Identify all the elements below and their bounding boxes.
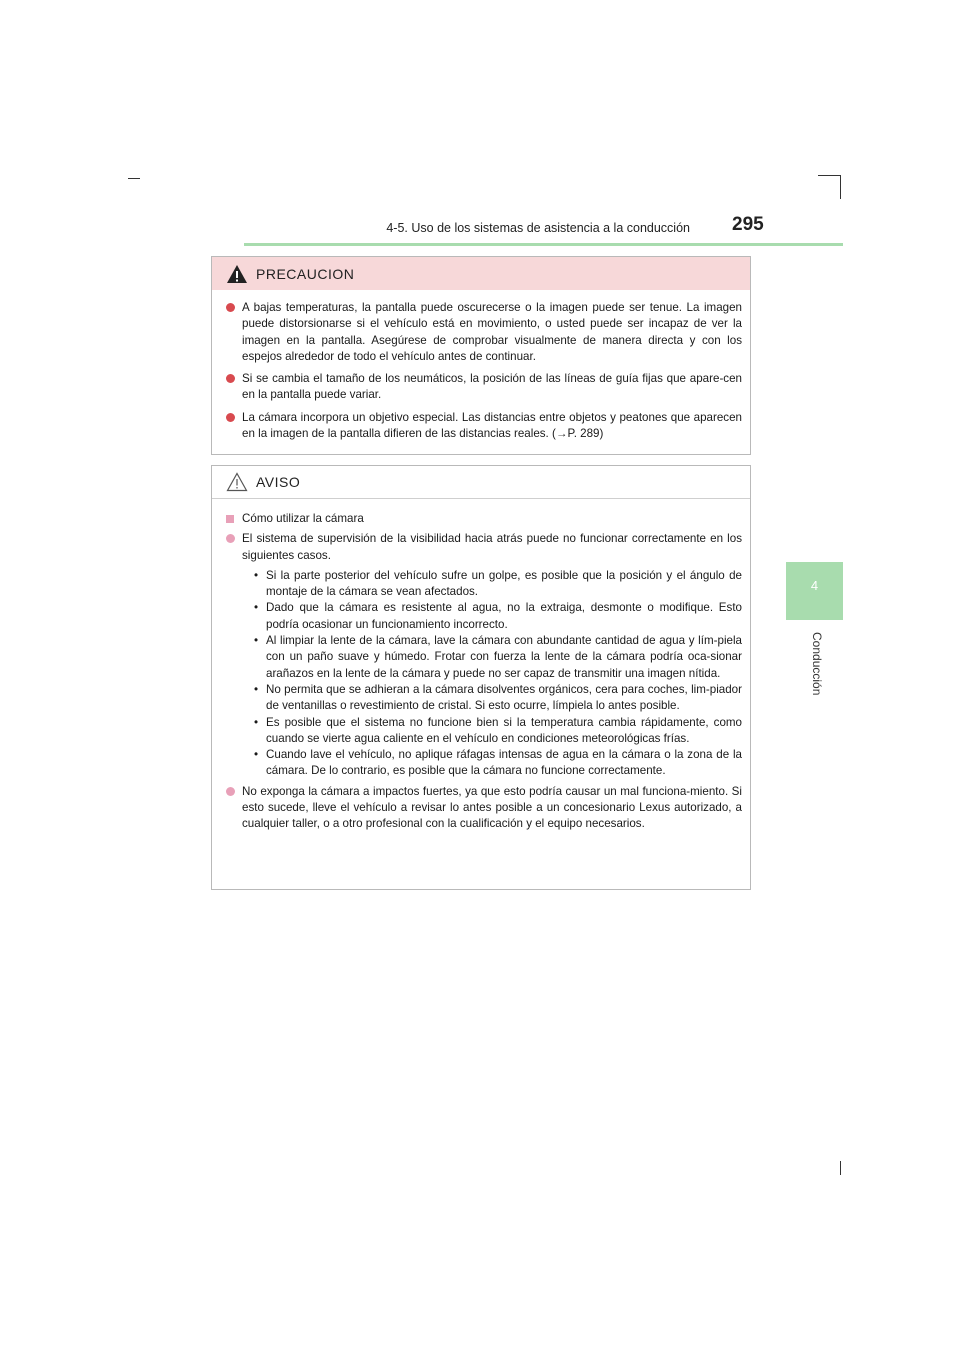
- crop-mark: [840, 1161, 841, 1175]
- list-item: • Es posible que el sistema no funcione bien si la temperatura cambia rápidamente, como cuando se vierte agua caliente en el vehículo en condiciones meteorológicas frías.: [254, 715, 742, 748]
- bullet-dot-icon: [226, 413, 235, 422]
- crop-mark: [128, 178, 140, 179]
- bullet-list: [224, 568, 742, 780]
- crop-mark: [818, 175, 840, 176]
- section-title: 4-5. Uso de los sistemas de asistencia a la conducción: [386, 221, 690, 235]
- crop-mark: [840, 175, 841, 199]
- bullet-dot-icon: [226, 787, 235, 796]
- chapter-label: Conducción: [810, 632, 824, 696]
- chapter-number: 4: [810, 578, 819, 593]
- item-text: No exponga la cámara a impactos fuertes, ya que esto podría causar un mal funciona-miento. Si esto sucede, lleve el vehículo a revisar lo antes posible a un concesionario Lexus autorizado, a cualquier taller, o a otro profesional con la cualificación y el equipo necesarios.: [242, 784, 742, 831]
- list-item: • Si la parte posterior del vehículo sufre un golpe, es posible que la posición y el ángulo de montaje de la cámara se vean afectados.: [254, 568, 742, 601]
- item-text: A bajas temperaturas, la pantalla puede oscurecerse o la imagen puede ser tenue. La imagen puede distorsionarse si el vehículo está en movimiento, o usted puede ser incapaz de ver la imagen en la pantalla. Asegúrese de comprobar visualmente de manera directa y con los espejos alrededor de todo el vehículo antes de continuar.: [242, 301, 742, 363]
- item-text: La cámara incorpora un objetivo especial. Las distancias entre objetos y peatones que aparecen en la imagen de la pantalla difieren de las distancias reales. (→P. 289): [242, 410, 742, 441]
- list-item: [224, 300, 742, 365]
- subheading: [224, 511, 742, 527]
- subheading-text: Cómo utilizar la cámara: [242, 512, 364, 525]
- precaucion-header: [212, 257, 750, 290]
- page-number: 295: [732, 214, 764, 235]
- list-item: • Cuando lave el vehículo, no aplique ráfagas intensas de agua en la cámara o la zona de la cámara. De lo contrario, es posible que la cámara no funcione correctamente.: [254, 747, 742, 780]
- aviso-body: [212, 499, 750, 833]
- item-text: Si se cambia el tamaño de los neumáticos, la posición de las líneas de guía fijas que apare-cen en la pantalla puede variar.: [242, 372, 742, 402]
- aviso-header: [212, 466, 750, 499]
- aviso-box: [211, 465, 751, 890]
- list-item: • Al limpiar la lente de la cámara, lave la cámara con abundante cantidad de agua y lím-piela con un paño suave y húmedo. Frotar con fuerza la lente de la cámara podría oca-sionar arañazos en la lente de la cámara y puede no ser capaz de transmitir una imagen nítida.: [254, 633, 742, 682]
- list-item: [224, 784, 742, 833]
- warning-outline-icon: [226, 472, 248, 492]
- item-text: El sistema de supervisión de la visibilidad hacia atrás puede no funcionar correctamente en los siguientes casos.: [242, 532, 742, 562]
- precaucion-title: PRECAUCION: [256, 265, 355, 282]
- list-item: • Dado que la cámara es resistente al agua, no la extraiga, desmonte o modifique. Esto podría ocasionar un funcionamiento incorrecto.: [254, 600, 742, 633]
- list-item: • No permita que se adhieran a la cámara disolventes orgánicos, cera para coches, lim-piador de ventanillas o revestimiento de cristal. Si esto ocurre, límpiela lo antes posible.: [254, 682, 742, 715]
- square-bullet-icon: [226, 515, 234, 523]
- precaucion-box: [211, 256, 751, 455]
- warning-filled-icon: [226, 264, 248, 284]
- bullet-dot-icon: [226, 303, 235, 312]
- list-item: [224, 531, 742, 564]
- list-item: [224, 410, 742, 443]
- aviso-title: AVISO: [256, 474, 301, 490]
- list-item: [224, 371, 742, 404]
- chapter-tab: [786, 562, 843, 620]
- bullet-dot-icon: [226, 374, 235, 383]
- header-rule: [244, 243, 843, 246]
- precaucion-body: [212, 290, 750, 442]
- bullet-dot-icon: [226, 534, 235, 543]
